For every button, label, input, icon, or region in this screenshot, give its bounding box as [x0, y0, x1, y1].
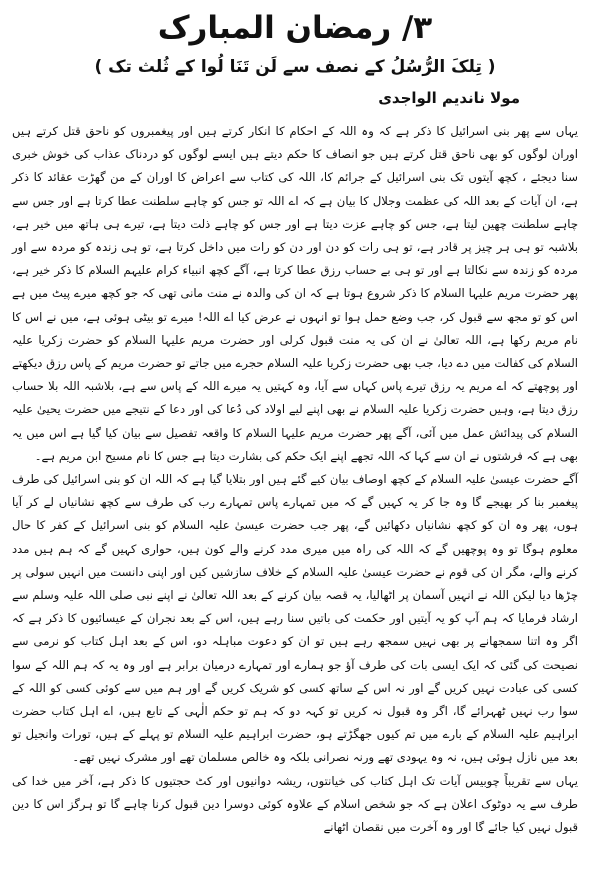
article-body: [12, 120, 578, 839]
author-name: مولا ناندیم الواجدی: [378, 89, 520, 107]
paragraph-1: یہاں سے پھر بنی اسرائیل کا ذکر ہے کہ وہ اللہ کے احکام کا انکار کرتے ہیں اور پیغمبروں کو ناحق قتل کرتے ہیں اوران لوگوں کو بھی ناحق قتل کرتے ہیں جو انصاف کا حکم دیتے ہیں ایسے لوگوں کو دردناک عذاب کی خوش خبری سنا دیجئے ، کچھ آیتوں تک بنی اسرائیل کے جرائم کا، اللہ کی کتاب سے اعراض کا اوران کے من گھڑت عقائد کا ذکر ہے، ان آیات کے بعد اللہ کی عظمت وجلال کا بیان ہے کہ اے اللہ تو جس کو چاہے سلطنت عطا کرتا ہے اور جس سے چاہے سلطنت چھین لیتا ہے، جس کو چاہے عزت دیتا ہے اور جس کو چاہے ذلت دیتا ہے، تیرے ہی ہاتھ میں خیر ہے، بلاشبہ تو ہی ہر چیز پر قادر ہے، تو ہی رات کو دن اور دن کو رات میں داخل کرتا ہے، تو ہی زندہ کو مردہ سے اور مردہ کو زندہ سے نکالتا ہے اور تو ہی بے حساب رزق عطا کرتا ہے، آگے کچھ انبیاء کرام علیہم السلام کا ذکر خیر ہے، پھر حضرت مریم علیہا السلام کا ذکر شروع ہوتا ہے کہ ان کی والدہ نے منت مانی تھی کہ جو کچھ میرے پیٹ میں ہے اس کو تو مجھ سے قبول کر، جب وضع حمل ہوا تو انہوں نے عرض کیا اے اللہ! میرے تو بیٹی ہوئی ہے، میں نے اس کا نام مریم رکھا ہے، اللہ تعالیٰ نے ان کی یہ منت قبول کرلی اور حضرت مریم علیہا السلام کو حضرت زکریا علیہ السلام کی کفالت میں دے دیا، جب بھی حضرت زکریا علیہ السلام حجرے میں جاتے تو حضرت مریم کے پاس رزق دیکھتے اور پوچھتے کہ اے مریم یہ رزق تیرے پاس کہاں سے آیا، وہ کہتیں یہ میرے اللہ کے پاس سے ہے، بلاشبہ اللہ بلا حساب رزق دیتا ہے، وہیں حضرت زکریا علیہ السلام نے بھی اپنے لیے اولاد کی دُعا کی اور دعا کے نتیجے میں حضرت یحییٰ علیہ السلام کی پیدائش عمل میں آئی، آگے پھر حضرت مریم علیہا السلام کا واقعہ تفصیل سے بیان کیا گیا ہے اس میں یہ بھی ہے کہ فرشتوں نے ان سے کہا کہ اللہ تجھے اپنے ایک حکم کی بشارت دیتا ہے جس کا نام مسیح ابن مریم ہے۔: [12, 124, 578, 463]
page-title: ٣/ رمضان المبارک: [157, 10, 433, 46]
page-subtitle: ( تِلکَ الرُّسُلُ کے نصف سے لَن تَنَا لُوا کے ثُلث تک ): [94, 57, 496, 77]
paragraph-2: آگے حضرت عیسیٰ علیہ السلام کے کچھ اوصاف بیان کیے گئے ہیں اور بتلایا گیا ہے کہ اللہ ان کو بنی اسرائیل کی طرف پیغمبر بنا کر بھیجے گا وہ جا کر یہ کہیں گے کہ میں تمہارے پاس تمہارے رب کی طرف سے کچھ نشانیاں لے کر آیا ہوں، پھر وہ ان کو کچھ نشانیاں دکھائیں گے، پھر جب حضرت عیسیٰ علیہ السلام کو بنی اسرائیل کے کفر کا حال معلوم ہوگا تو وہ پوچھیں گے کہ اللہ کی راہ میں میری مدد کرنے والے کون ہیں، حواری کہیں گے کہ ہم ہیں مدد کرنے والے، مگر ان کی قوم نے حضرت عیسیٰ علیہ السلام کے خلاف سازشیں کیں اور اپنی دانست میں انہیں سولی پر چڑھا دیا لیکن اللہ نے انہیں آسمان پر اٹھالیا، یہ قصہ بیان کرنے کے بعد اللہ تعالیٰ نے اپنے نبی صلی اللہ علیہ وسلم سے ارشاد فرمایا کہ ہم آپ کو یہ آیتیں اور حکمت کی باتیں سنا رہے ہیں، اس کے بعد نجران کے عیسائیوں کا ذکر ہے کہ اگر وہ اتنا سمجھانے پر بھی نہیں سمجھ رہے ہیں تو ان کو دعوت مباہلہ دو، اس کے بعد اہل کتاب کو نرمی سے نصیحت کی گئی کہ ایک ایسی بات کی طرف آؤ جو ہمارے اور تمہارے درمیان برابر ہے اور وہ یہ کہ ہم اللہ کے سوا کسی کی عبادت نہیں کریں گے اور نہ اس کے ساتھ کسی کو شریک کریں گے اور ہم میں سے کوئی کسی کو اللہ کے سوا رب نہیں ٹھہرائے گا، اگر وہ قبول نہ کریں تو کہہ دو کہ ہم تو حکم الٰہی کے تابع ہیں، اے اہل کتاب حضرت ابراہیم علیہ السلام کے بارے میں تم کیوں جھگڑتے ہو، حضرت ابراہیم علیہ السلام تو پہلے کے ہیں، تورات وانجیل تو بعد میں نازل ہوئی ہیں، نہ وہ یہودی تھے ورنہ نصرانی بلکہ وہ خالص مسلمان تھے اور مشرک نہیں تھے۔: [12, 472, 578, 765]
paragraph-3: یہاں سے تقریباً چوبیس آیات تک اہل کتاب کی خیانتوں، ریشہ دوانیوں اور کٹ حجتیوں کا ذکر ہے، آخر میں خدا کی طرف سے یہ دوٹوک اعلان ہے کہ جو شخص اسلام کے علاوہ کوئی دوسرا دین قبول کرنا چاہے گا تو ہرگز اس کا دین قبول نہیں کیا جائے گا اور وہ آخرت میں نقصان اٹھانے: [12, 773, 578, 835]
